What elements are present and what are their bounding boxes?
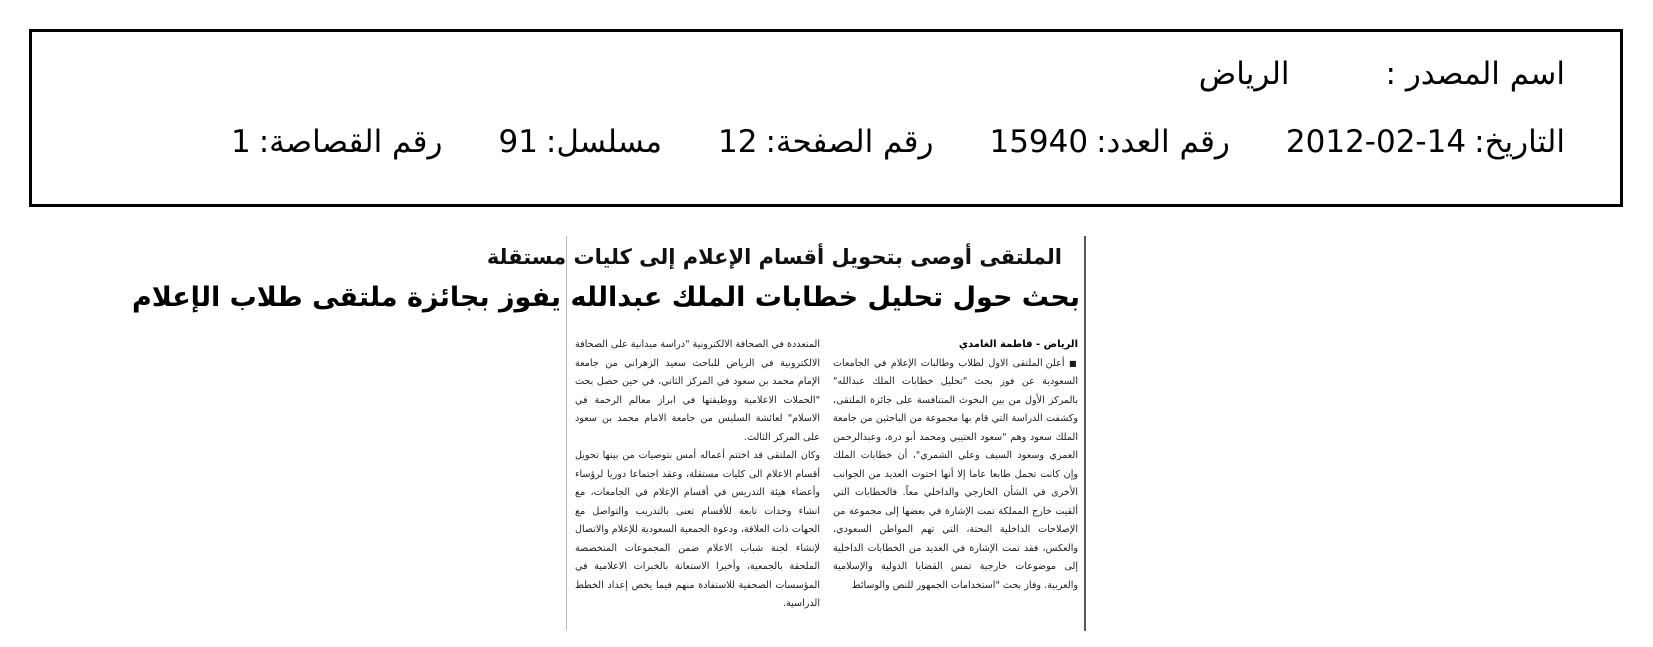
issue-label: رقم العدد: (1096, 124, 1230, 160)
serial-field (498, 122, 662, 162)
article-headline: بحث حول تحليل خطابات الملك عبدالله يفوز بجائزة ملتقى طلاب الإعلام (131, 282, 1080, 313)
article-body-left-p2: وكان الملتقى قد اختتم أعماله أمس بتوصيات من بينها تحويل أقسام الاعلام الى كليات مستقلة، وعقد اجتماعا دوريا لرؤساء وأعضاء هيئة التدريس في أقسام الإعلام في الجامعات، مع انشاء وحدات تابعة للأقسام تعنى بالتدريب والتواصل مع الجهات ذات العلاقة، ودعوة الجمعية السعودية للإعلام والاتصال لإنشاء لجنة شباب الاعلام ضمن المجموعات المتخصصة الملحقة بالجمعية، وأخيرا الاستعانة بالخبرات الاعلامية في المؤسسات الصحفية للاستفادة منهم فيما يخص إعداد الخطط الدراسية. (575, 450, 820, 609)
clip-label: رقم القصاصة: (258, 124, 443, 160)
article-column-right (833, 336, 1078, 595)
date-label: التاريخ: (1474, 124, 1565, 160)
clip-value: 1 (231, 124, 251, 160)
article-column-left (575, 336, 820, 614)
issue-field (989, 122, 1229, 162)
article-body-right: أعلن الملتقى الاول لطلاب وطالبات الإعلام في الجامعات السعودية عن فوز بحث "تحليل خطابات الملك عبدالله" بالمركز الأول من بين البحوث المتنافسة على جائزة الملتقى، وكشفت الدراسة التي قام بها مجموعة من الباحثين من جامعة الملك سعود وهم "سعود العتيبي ومحمد أبو درة، وعبدالرحمن العمري وسعود السيف وعلي الشمري"، أن خطابات الملك وإن كانت تحمل طابعا عاما إلا أنها احتوت العديد من الجوانب الأخرى في الشأن الخارجي والداخلي معاً. فالخطابات التي ألقيت خارج المملكة تمت الإشارة في بعضها إلى مجموعة من الإصلاحات الداخلية البحتة، التي تهم المواطن السعودي، والعكس، فقد تمت الإشارة في العديد من الخطابات الداخلية إلى موضوعات خارجية تمس القضايا الدولية والإسلامية والعربية. وفاز بحث "استخدامات الجمهور للنص والوسائط (833, 357, 1078, 591)
source-value: الرياض (1198, 56, 1290, 92)
bullet-icon: ■ (1069, 358, 1078, 368)
article-kicker: الملتقى أوصى بتحويل أقسام الإعلام إلى كليات مستقلة (486, 245, 1062, 269)
page-label: رقم الصفحة: (765, 124, 934, 160)
source-row (1199, 54, 1565, 94)
article-body-left-p1: المتعددة في الصحافة الالكترونية "دراسة ميدانية على الصحافة الالكترونية في الرياض للباحث سعيد الزهراني من جامعة الإمام محمد بن سعود في المركز الثاني، في حين حصل بحث "الحملات الاعلامية ووظيفتها في ابراز معالم الرحمة في الاسلام" لعائشة السليس من جامعة الامام محمد بن سعود على المركز الثالث. (575, 339, 820, 443)
clip-field (231, 122, 442, 162)
date-field (1286, 122, 1565, 162)
serial-label: مسلسل: (545, 124, 663, 160)
date-value: 2012-02-14 (1285, 124, 1467, 160)
page-value: 12 (718, 124, 758, 160)
newspaper-clipping (131, 236, 1086, 631)
article-byline: الرياض - فاطمة الغامدي (958, 339, 1078, 350)
issue-value: 15940 (989, 124, 1089, 160)
serial-value: 91 (498, 124, 538, 160)
source-info-box (29, 29, 1623, 207)
source-label: اسم المصدر : (1385, 56, 1565, 92)
details-row (231, 122, 1565, 162)
page-field (718, 122, 933, 162)
